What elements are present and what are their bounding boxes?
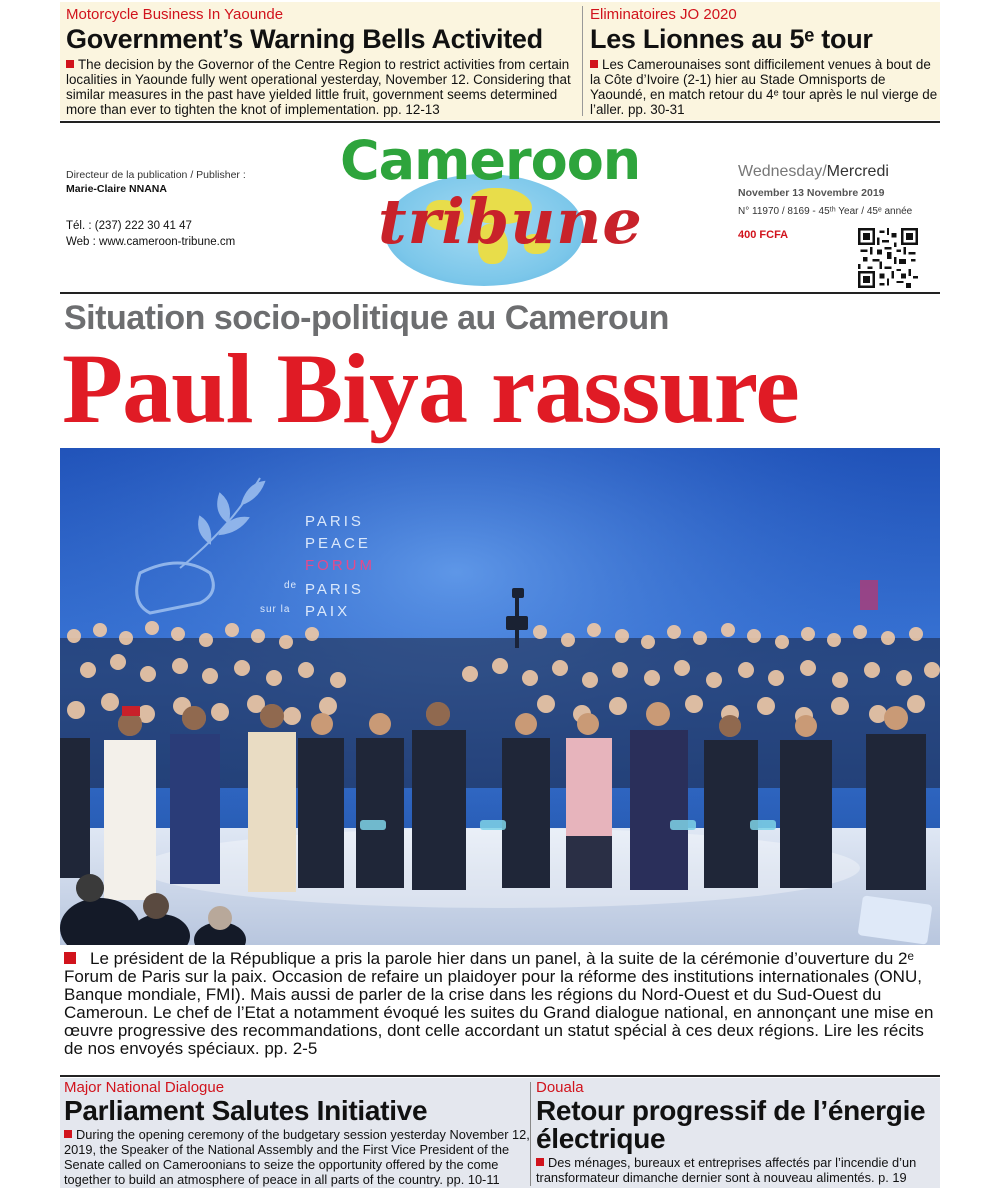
teaser-kicker: Douala	[536, 1079, 584, 1096]
bullet-icon	[590, 60, 598, 68]
masthead-rule	[60, 292, 940, 294]
banner-text: PAIX	[305, 603, 351, 620]
banner-text: PARIS	[305, 581, 364, 598]
cameroon-tribune-logo[interactable]	[340, 126, 660, 291]
logo-wordmark-cameroon: Cameroon	[340, 129, 641, 192]
website-link[interactable]: Web : www.cameroon-tribune.cm	[66, 236, 236, 248]
teaser-headline[interactable]: Les Lionnes au 5ᵉ tour	[590, 24, 873, 54]
teaser-kicker: Motorcycle Business In Yaounde	[66, 6, 284, 23]
teaser-headline[interactable]: Parliament Salutes Initiative	[64, 1095, 428, 1126]
publisher-name: Marie-Claire NNANA	[66, 183, 167, 195]
teaser-lionnes[interactable]	[590, 2, 940, 117]
banner-text: sur la	[260, 604, 291, 615]
teaser-kicker: Major National Dialogue	[64, 1079, 225, 1096]
top-teasers	[60, 2, 940, 120]
contact-info	[66, 218, 235, 250]
banner-text: PEACE	[305, 535, 371, 552]
issue-day: Wednesday/Mercredi	[738, 163, 889, 180]
lead-photo[interactable]	[60, 448, 940, 945]
teaser-blurb: During the opening ceremony of the budgetary session yesterday November 12, 2019, the Speaker of the National Assembly and the First Vice President of the Senate called on Cameroonians to seize the opportunity offered by the come together to build an atmosphere of peace in all parts of the country. pp. 10-11	[64, 1127, 530, 1187]
lead-headline[interactable]: Paul Biya rassure	[62, 333, 799, 444]
teaser-blurb: Les Camerounaises sont difficilement venues à bout de la Côte d’Ivoire (2-1) hier au Stade Omnisports de Yaoundé, en match retour du 4ᵉ tour après le nul vierge de l’aller. pp. 30-31	[590, 57, 938, 117]
bullet-icon	[66, 60, 74, 68]
teaser-blurb: The decision by the Governor of the Centre Region to restrict activities from certain localities in Yaounde fully went operational yesterday, November 12. Considering that similar measures in the past have yielded little fruit, government seems determined more than ever to tighten the knot of implementation. pp. 12-13	[66, 57, 571, 117]
bullet-icon	[64, 1130, 72, 1138]
column-divider	[530, 1082, 531, 1186]
logo-wordmark-tribune: tribune	[378, 185, 643, 258]
lead-supertitle: Situation socio-politique au Cameroun	[64, 299, 669, 337]
lead-caption: Le président de la République a pris la parole hier dans un panel, à la suite de la cérémonie d’ouverture du 2ᵉ Forum de Paris sur la paix. Occasion de refaire un plaidoyer pour la réforme des institutions internationales (ONU, Banque mondiale, FMI). Mais aussi de parler de la crise dans les régions du Nord-Ouest et du Sud-Ouest du Cameroun. Le chef de l’Etat a notamment évoqué les suites du Grand dialogue national, en annonçant une mise en œuvre progressive des recommandations, dont celle accordant un statut spécial à ces deux régions. Lire les récits de nos envoyés spéciaux. pp. 2-5	[64, 949, 934, 1058]
paris-peace-forum-photo	[60, 448, 940, 945]
teaser-motorcycle[interactable]	[66, 2, 582, 117]
teaser-headline[interactable]: Government’s Warning Bells Activited	[66, 24, 543, 54]
teaser-douala[interactable]	[536, 1078, 940, 1185]
footer-rule	[60, 1075, 940, 1077]
teaser-headline[interactable]: Retour progressif de l’énergie électrique	[536, 1095, 926, 1154]
banner-text: de	[284, 580, 298, 591]
issue-number: N° 11970 / 8169 - 45ᵗʰ Year / 45ᵉ année	[738, 206, 913, 217]
teaser-kicker: Eliminatoires JO 2020	[590, 6, 737, 23]
bottom-teasers	[60, 1078, 940, 1188]
publisher-info	[66, 168, 246, 196]
phone-number: Tél. : (237) 222 30 41 47	[66, 220, 192, 232]
header-rule	[60, 121, 940, 123]
teaser-blurb: Des ménages, bureaux et entreprises affectés par l’incendie d’un transformateur dimanche dernier sont à nouveau alimentés. p. 19	[536, 1155, 917, 1185]
banner-text: PARIS	[305, 513, 364, 530]
issue-price: 400 FCFA	[738, 229, 789, 241]
teaser-parliament[interactable]	[64, 1078, 530, 1187]
bullet-icon	[536, 1158, 544, 1166]
column-divider	[582, 6, 583, 116]
qr-code-icon[interactable]	[858, 228, 918, 288]
publisher-label: Directeur de la publication / Publisher :	[66, 169, 246, 181]
issue-date: November 13 Novembre 2019	[738, 187, 885, 199]
bullet-icon	[64, 952, 76, 964]
masthead	[60, 124, 940, 292]
banner-text: FORUM	[305, 557, 375, 574]
